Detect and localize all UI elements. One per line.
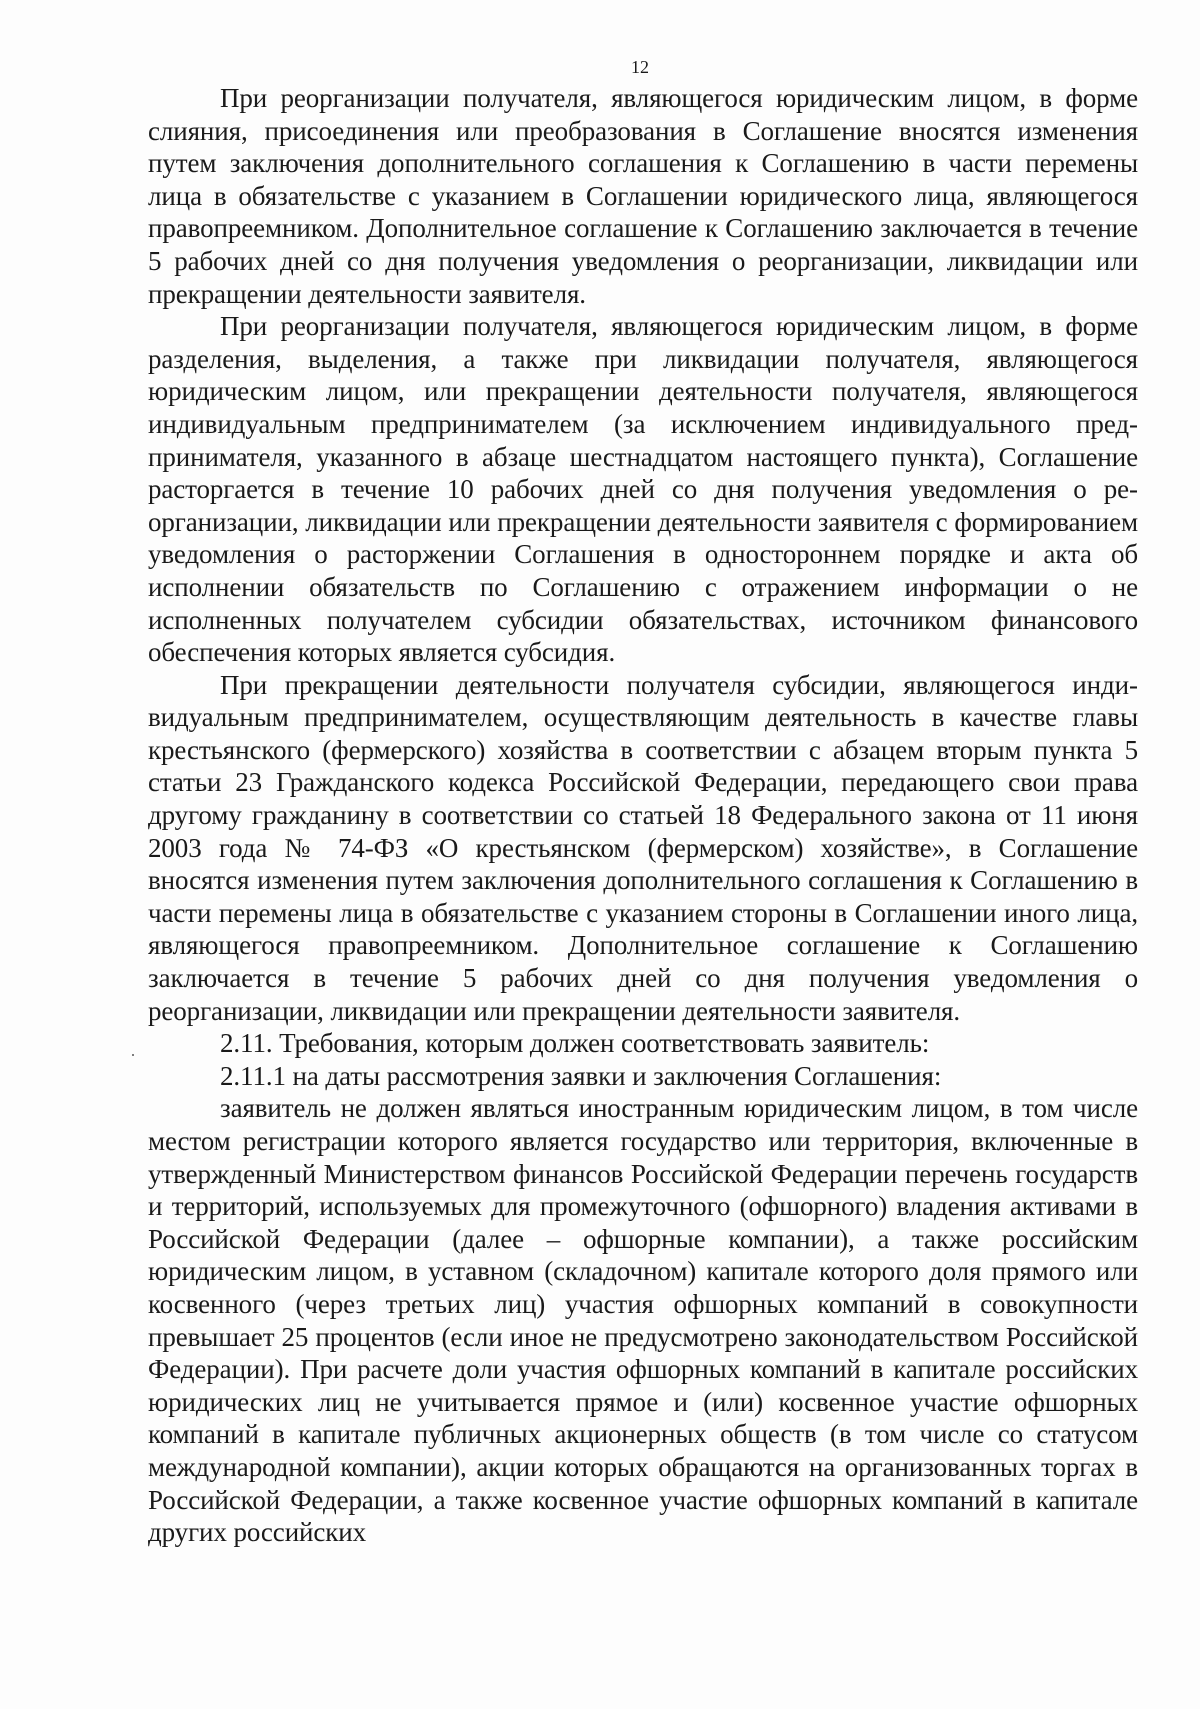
paragraph-reorganization-merger: При реорганизации получателя, являющегося юридическим лицом, в форме слияния, присоединения или преобразования в Соглашение вносятся изменения путем заключения дополнительного соглашения к Соглашению в части перемены лица в обязательстве с указанием в Соглашении юридического лица, являющегося правопреемником. Дополнительное соглашение к Соглашению заключается в течение 5 рабочих дней со дня получения уведомления о реорганизации, ликвидации или прекращении деятельности заявителя. [148,83,1138,309]
paragraph-section-2-11-1: 2.11.1 на даты рассмотрения заявки и заключения Соглашения: [220,1060,942,1091]
page-number: 12 [631,57,649,77]
paragraph-reorganization-division: При реорганизации получателя, являющегося юридическим лицом, в форме разделения, выделения, а также при ликвидации получателя, являющегося юридическим лицом, или прекращении деятельности получателя, являющегося индивидуальным предпринимателем (за исключением индивидуального предпринимателя, указанного в абзаце шестнадцатом настоящего пункта), Соглашение расторгается в течение 10 рабочих дней со дня получения уведомления о реорганизации, ликвидации или прекращении деятельности заявителя с формированием уведомления о расторжении Соглашения в одностороннем порядке и акта об исполнении обязательств по Соглашению с отражением информации о не исполненных получателем субсидии обязательствах, источником финансового обеспечения которых является субсидия. [148,311,1138,668]
scan-speck [132,1054,134,1056]
document-body [148,82,1138,1549]
paragraph-section-2-11: 2.11. Требования, которым должен соответствовать заявитель: [220,1028,930,1059]
paragraph-offshore-requirement: заявитель не должен являться иностранным юридическим лицом, в том числе местом регистрации которого является государство или территория, включенные в утвержденный Министерством финансов Российской Федерации перечень государств и территорий, используемых для промежуточного (офшорного) владения активами в Российской Федерации (далее – офшорные компании), а также российским юридическим лицом, в уставном (складочном) капитале которого доля прямого или косвенного (через третьих лиц) участия офшорных компаний в совокупности превышает 25 процентов (если иное не предусмотрено законодательством Российской Федерации). При расчете доли участия офшорных компаний в капитале российских юридических лиц не учитывается прямое и (или) косвенное участие офшорных компаний в капитале публичных акционерных обществ (в том числе со статусом международной компании), акции которых обращаются на организованных торгах в Российской Федерации, а также косвенное участие офшорных компаний в капитале других российских [148,1093,1138,1548]
paragraph-farm-head-termination: При прекращении деятельности получателя субсидии, являющегося индивидуальным предпринимателем, осуществляющим деятельность в качестве главы крестьянского (фермерского) хозяйства в соответствии с абзацем вторым пункта 5 статьи 23 Гражданского кодекса Российской Федерации, передающего свои права другому гражданину в соответствии со статьей 18 Федерального закона от 11 июня 2003 года № 74-ФЗ «О крестьянском (фермерском) хозяйстве», в Соглашение вносятся изменения путем заключения дополнительного соглашения к Соглашению в части перемены лица в обязательстве с указанием стороны в Соглашении иного лица, являющегося правопреемником. Дополнительное соглашение к Соглашению заключается в течение 5 рабочих дней со дня получения уведомления о реорганизации, ликвидации или прекращении деятельности заявителя. [148,669,1138,1026]
